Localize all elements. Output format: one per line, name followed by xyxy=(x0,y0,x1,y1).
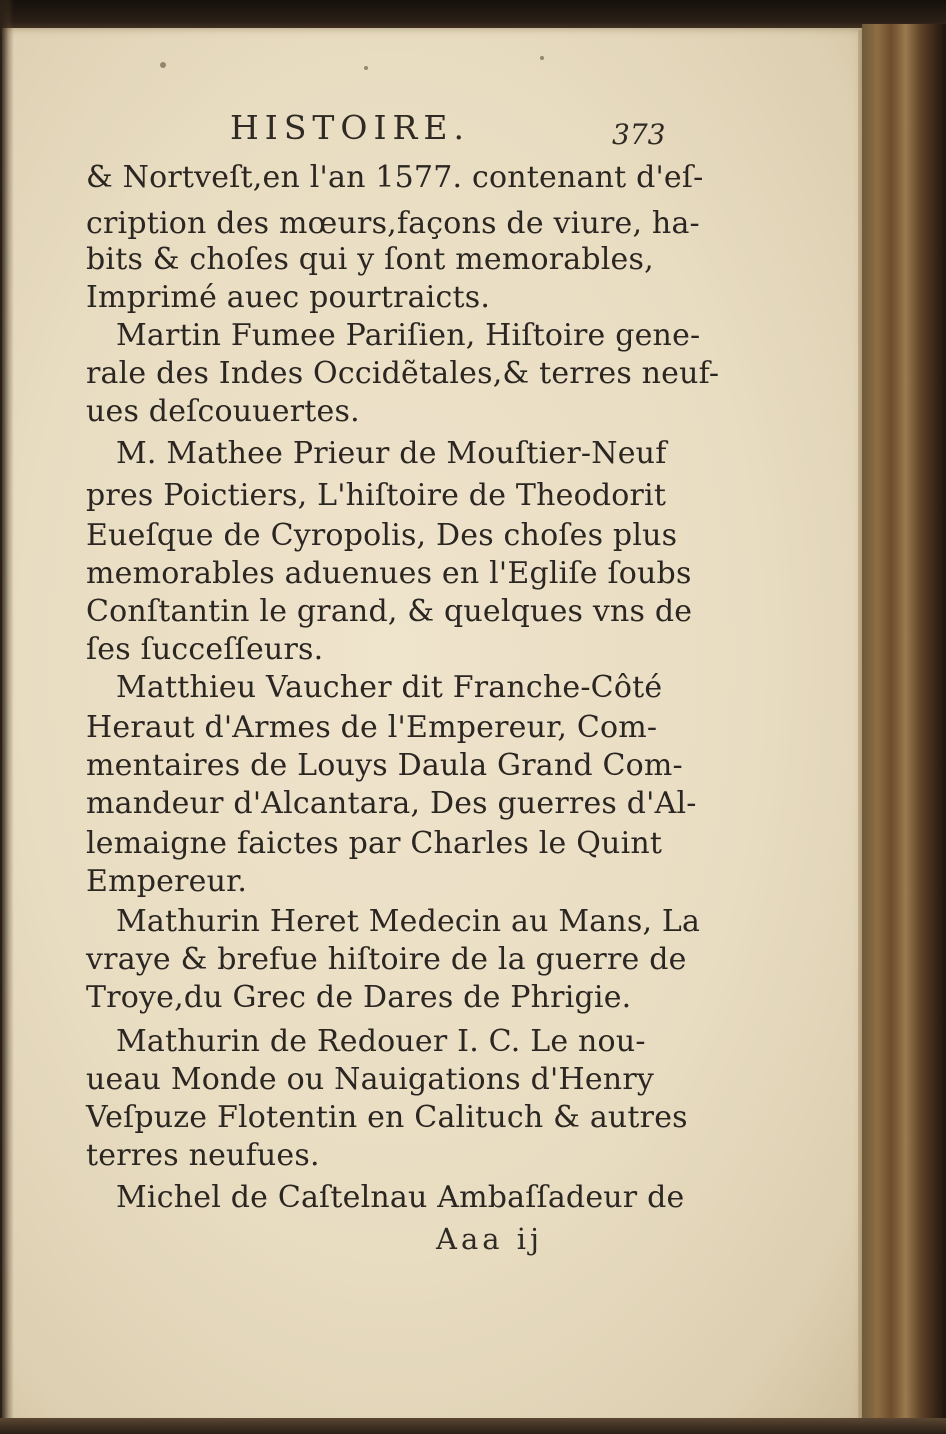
text-line: Empereur. xyxy=(86,864,248,899)
text-line: & Nortveſt,en l'an 1577. contenant d'eſ- xyxy=(86,160,704,195)
text-line: Mathurin de Redouer I. C. Le nou- xyxy=(116,1024,646,1059)
text-line: pres Poictiers, L'hiſtoire de Theodorit xyxy=(86,478,667,513)
text-line: Imprimé auec pourtraicts. xyxy=(86,280,491,315)
ink-speck xyxy=(364,66,368,70)
text-line: ueau Monde ou Nauigations d'Henry xyxy=(86,1062,655,1097)
signature-mark: Aaa ij xyxy=(436,1222,544,1256)
gutter-shadow xyxy=(0,0,14,1434)
text-line: M. Mathee Prieur de Mouſtier-Neuf xyxy=(116,436,667,471)
text-line: memorables aduenues en l'Egliſe ſoubs xyxy=(86,556,692,591)
text-line: ues deſcouuertes. xyxy=(86,394,360,429)
text-line: mentaires de Louys Daula Grand Com- xyxy=(86,748,683,783)
text-line: rale des Indes Occidẽtales,& terres neuf- xyxy=(86,356,720,391)
text-line: lemaigne faictes par Charles le Quint xyxy=(86,826,663,861)
text-line: vraye & brefue hiſtoire de la guerre de xyxy=(86,942,687,977)
text-line: Mathurin Heret Medecin au Mans, La xyxy=(116,904,701,939)
text-line: Veſpuze Flotentin en Calituch & autres xyxy=(86,1100,688,1135)
running-head: HISTOIRE. xyxy=(230,108,470,147)
text-line: Eueſque de Cyropolis, Des choſes plus xyxy=(86,518,678,553)
text-line: Conſtantin le grand, & quelques vns de xyxy=(86,594,693,629)
text-line: terres neufues. xyxy=(86,1138,320,1173)
ink-speck xyxy=(160,62,166,68)
text-line: Martin Fumee Pariſien, Hiſtoire gene- xyxy=(116,318,701,353)
page-number: 373 xyxy=(612,118,666,151)
text-line: Matthieu Vaucher dit Franche-Côté xyxy=(116,670,663,705)
text-line: bits & choſes qui y ſont memorables, xyxy=(86,242,654,277)
text-line: Troye,du Grec de Dares de Phrigie. xyxy=(86,980,632,1015)
text-line: Heraut d'Armes de l'Empereur, Com- xyxy=(86,710,658,745)
text-line: ſes ſucceſſeurs. xyxy=(86,632,324,667)
text-line: cription des mœurs,façons de viure, ha- xyxy=(86,206,700,241)
text-line: mandeur d'Alcantara, Des guerres d'Al- xyxy=(86,786,697,821)
text-line: Michel de Caſtelnau Ambaſſadeur de xyxy=(116,1180,685,1215)
leather-binding xyxy=(862,24,946,1434)
ink-speck xyxy=(540,56,544,60)
bottom-edge-shadow xyxy=(0,1418,946,1434)
